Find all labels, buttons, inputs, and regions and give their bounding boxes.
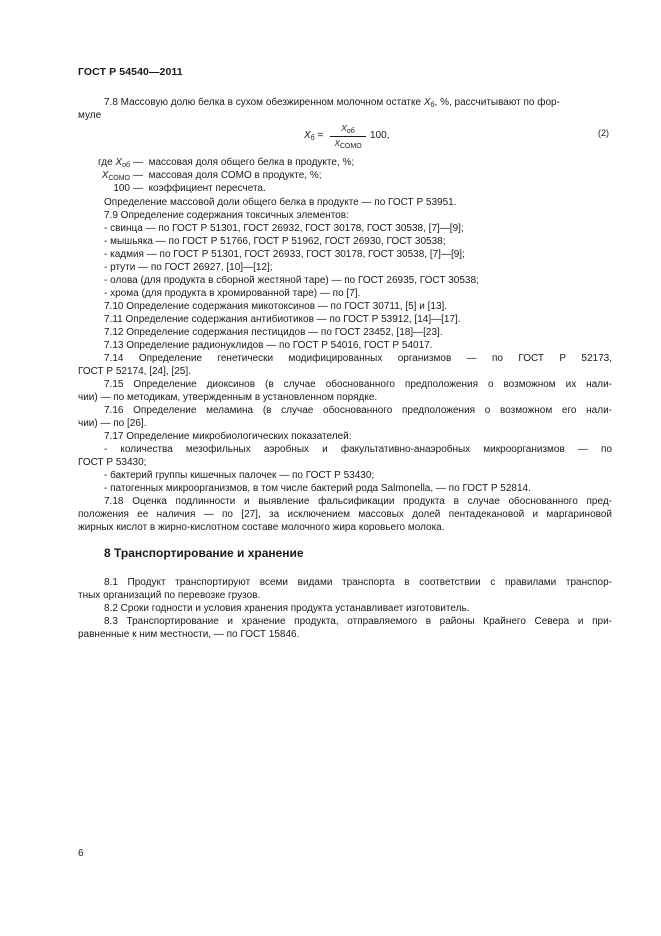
document-header: ГОСТ Р 54540—2011 [78, 66, 183, 78]
paragraph-8-2: 8.2 Сроки годности и условия хранения продукта устанавливает изготовитель. [104, 603, 470, 614]
paragraph-7-8-line-1: 7.8 Массовую долю белка в сухом обезжиренном молочном остатке $X_б$, %, рассчитывают по фор- [104, 97, 560, 109]
paragraph-7-8-line-2: муле [78, 110, 102, 121]
def-3-symbol: 100 [113, 183, 130, 194]
paragraph-7-17: 7.17 Определение микробиологических показателей: [104, 431, 352, 442]
list-item-mercury: - ртути — по ГОСТ 26927, [10]—[12]; [104, 262, 273, 273]
formula-tail: 100, [370, 130, 390, 141]
paragraph-8-3-line-2: равненные к ним местности, — по ГОСТ 15846. [78, 629, 300, 640]
fraction-bar [330, 136, 366, 137]
paragraph-7-18-line-1: 7.18 Оценка подлинности и выявление фальсификации продукта в случае обоснованного пред- [104, 496, 612, 507]
paragraph-7-16-line-2: чии) — по [26]. [78, 418, 147, 429]
list-item-cadmium: - кадмия — по ГОСТ Р 51301, ГОСТ 26933, ГОСТ 30178, ГОСТ 30538, [7]—[9]; [104, 249, 465, 260]
paragraph-8-3-line-1: 8.3 Транспортирование и хранение продукта, отправляемого в районы Крайнего Севера и при- [104, 616, 612, 627]
paragraph-7-12: 7.12 Определение содержания пестицидов — по ГОСТ 23452, [18]—[23]. [104, 327, 443, 338]
def-2-symbol: $X_{СОМО}$ [101, 170, 130, 182]
list-item-pathogens: - патогенных микроорганизмов, в том числе бактерий рода Salmonella, — по ГОСТ Р 52814. [104, 483, 531, 494]
list-item-lead: - свинца — по ГОСТ Р 51301, ГОСТ 26932, ГОСТ 30178, ГОСТ 30538, [7]—[9]; [104, 223, 464, 234]
def-2-text: — массовая доля СОМО в продукте, %; [133, 170, 322, 181]
formula-numerator: $X_{об}$ [341, 123, 355, 135]
paragraph-7-14-line-2: ГОСТ Р 52174, [24], [25]. [78, 366, 191, 377]
def-1-text: — массовая доля общего белка в продукте, %; [133, 157, 355, 168]
paragraph-7-9: 7.9 Определение содержания токсичных элементов: [104, 210, 349, 221]
paragraph-7-10: 7.10 Определение содержания микотоксинов — по ГОСТ 30711, [5] и [13]. [104, 301, 448, 312]
equation-number: (2) [598, 128, 609, 138]
list-item-chromium: - хрома (для продукта в хромированной таре) — по [7]. [104, 288, 361, 299]
line-protein-method: Определение массовой доли общего белка в продукте — по ГОСТ Р 53951. [104, 197, 457, 208]
paragraph-7-16-line-1: 7.16 Определение меламина (в случае обоснованного предположения о возможном его нали- [104, 405, 612, 416]
paragraph-7-18-line-3: жирных кислот в жирно-кислотном составе молочного жира коровьего молока. [78, 522, 445, 533]
paragraph-8-1-line-2: тных организаций по перевозке грузов. [78, 590, 261, 601]
list-item-tin: - олова (для продукта в сборной жестяной таре) — по ГОСТ 26935, ГОСТ 30538; [104, 275, 479, 286]
section-8-title: 8 Транспортирование и хранение [104, 546, 304, 560]
list-item-mesophilic: - количества мезофильных аэробных и факультативно-анаэробных микроорганизмов — по [104, 444, 612, 455]
paragraph-7-14-line-1: 7.14 Определение генетически модифицированных организмов — по ГОСТ Р 52173, [104, 353, 612, 364]
def-1-symbol: где $X_{об}$ [98, 157, 130, 169]
def-3-text: — коэффициент пересчета. [133, 183, 266, 194]
formula-denominator: $X_{СОМО}$ [334, 138, 362, 150]
paragraph-8-1-line-1: 8.1 Продукт транспортируют всеми видами транспорта в соответствии с правилами транспор- [104, 577, 612, 588]
paragraph-7-11: 7.11 Определение содержания антибиотиков — по ГОСТ Р 53912, [14]—[17]. [104, 314, 461, 325]
list-item-coliforms: - бактерий группы кишечных палочек — по ГОСТ Р 53430; [104, 470, 375, 481]
paragraph-7-18-line-2: положения ее наличия — по [27], за исключением массовых долей пентадекановой и маргариновой [78, 509, 612, 520]
list-item-arsenic: - мышьяка — по ГОСТ Р 51766, ГОСТ Р 51962, ГОСТ 26930, ГОСТ 30538; [104, 236, 446, 247]
paragraph-7-15-line-2: чии) — по методикам, утвержденным в установленном порядке. [78, 392, 378, 403]
page-number: 6 [78, 848, 84, 859]
paragraph-7-13: 7.13 Определение радионуклидов — по ГОСТ Р 54016, ГОСТ Р 54017. [104, 340, 433, 351]
paragraph-7-15-line-1: 7.15 Определение диоксинов (в случае обоснованного предположения о возможном их нали- [104, 379, 612, 390]
list-item-mesophilic-cont: ГОСТ Р 53430; [78, 457, 147, 468]
